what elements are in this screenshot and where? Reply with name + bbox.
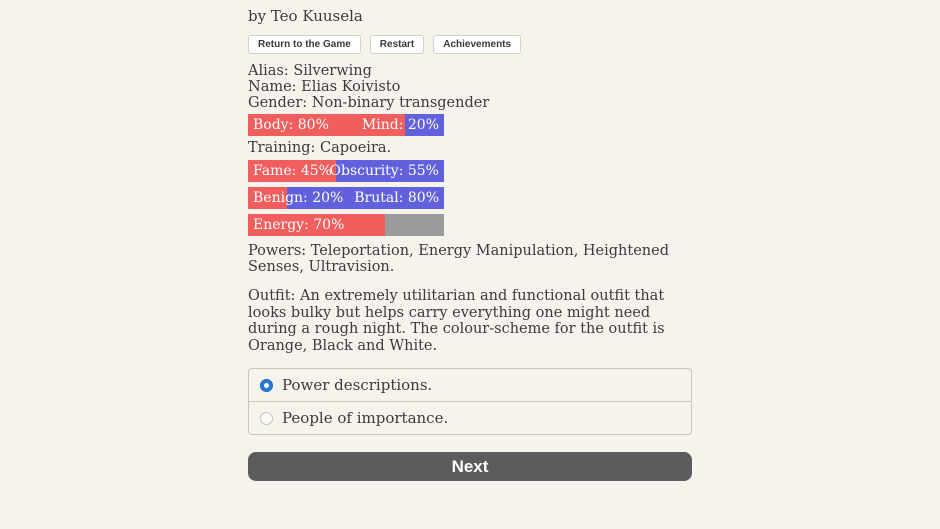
stat-bar-benign-brutal [248, 187, 444, 209]
stat-bar-body-mind [248, 114, 444, 136]
author-line: by Teo Kuusela [248, 7, 363, 25]
stat-bar-right-label: Mind: 20% [361, 117, 439, 133]
stat-bar-left-label: Benign: 20% [253, 190, 344, 206]
name-line: Name: Elias Koivisto [248, 79, 401, 95]
stat-bar-fame-obscurity [248, 160, 444, 182]
radio-button-icon[interactable] [260, 379, 273, 392]
return-to-game-button[interactable]: Return to the Game [248, 35, 361, 54]
stat-bar-right-label: Brutal: 80% [354, 190, 439, 206]
choice-power-descriptions[interactable] [249, 369, 691, 401]
stat-bar-left-label: Energy: 70% [253, 217, 345, 233]
choice-label: Power descriptions. [282, 376, 433, 394]
gender-line: Gender: Non-binary transgender [248, 95, 490, 111]
achievements-button[interactable]: Achievements [433, 35, 521, 54]
stat-bar-energy [248, 214, 444, 236]
powers-line: Powers: Teleportation, Energy Manipulation, Heightened Senses, Ultravision. [248, 243, 670, 275]
choice-list [248, 368, 692, 435]
alias-line: Alias: Silverwing [248, 63, 372, 79]
stats-page-content [248, 0, 692, 481]
character-info [248, 63, 692, 111]
choice-people-of-importance[interactable] [249, 401, 691, 434]
toolbar [248, 35, 692, 54]
training-line: Training: Capoeira. [248, 140, 392, 156]
stat-bar-left-label: Body: 80% [253, 117, 329, 133]
radio-button-icon[interactable] [260, 412, 273, 425]
choice-label: People of importance. [282, 409, 449, 427]
outfit-paragraph: Outfit: An extremely utilitarian and functional outfit that looks bulky but helps carry everything one might need during a rough night. The colour-scheme for the outfit is Orange, Black and White. [248, 288, 665, 354]
stat-bar-left-label: Fame: 45% [253, 163, 332, 179]
restart-button[interactable]: Restart [370, 35, 424, 54]
next-button[interactable]: Next [248, 452, 692, 481]
stat-bar-right-label: Obscurity: 55% [329, 163, 439, 179]
